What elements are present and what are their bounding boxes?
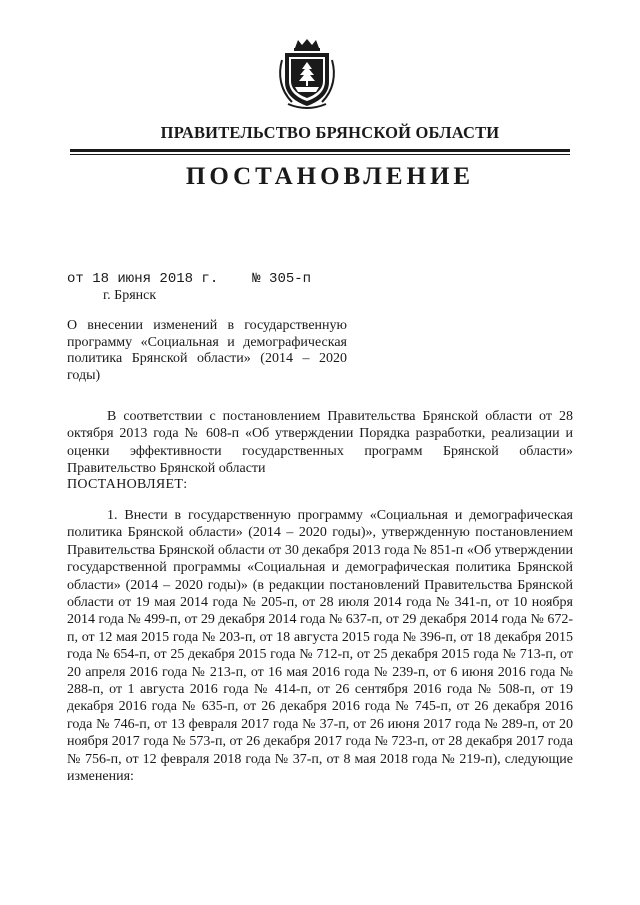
bryansk-coat-of-arms-icon [276,38,338,110]
header-rule-thick [70,149,570,152]
preamble-paragraph: В соответствии с постановлением Правительства Брянской области от 28 октября 2013 года № 608-п «Об утверждении Порядка разработки, реализации и оценки эффективности государственных программ Брянской области» Правительство Брянской области [67,409,573,477]
government-title: ПРАВИТЕЛЬСТВО БРЯНСКОЙ ОБЛАСТИ [160,123,500,142]
document-type-heading: ПОСТАНОВЛЕНИЕ [185,163,475,190]
document-number: № 305-п [252,271,312,287]
date-number-line [67,271,311,287]
document-date: от 18 июня 2018 г. [67,271,219,287]
header-rule-thin [70,154,570,155]
item-1-paragraph: 1. Внести в государственную программу «Социальная и демографическая политика Брянской области» (2014 – 2020 годы)», утвержденную постановлением Правительства Брянской области от 30 декабря 2013 года № 851-п «Об утверждении государственной программы «Социальная и демографическая политика Брянской области» (2014 – 2020 годы)» (в редакции постановлений Правительства Брянской области от 19 мая 2014 года № 205-п, от 28 июля 2014 года № 341-п, от 10 ноября 2014 года № 499-п, от 29 декабря 2014 года № 637-п, от 29 декабря 2014 года № 672-п, от 12 мая 2015 года № 203-п, от 18 августа 2015 года № 396-п, от 18 декабря 2015 года № 654-п, от 25 декабря 2015 года № 712-п, от 25 декабря 2015 года № 713-п, от 20 апреля 2016 года № 213-п, от 16 мая 2016 года № 239-п, от 6 июня 2016 года № 288-п, от 1 августа 2016 года № 414-п, от 26 сентября 2016 года № 508-п, от 19 декабря 2016 года № 635-п, от 26 декабря 2016 года № 745-п, от 26 декабря 2016 года № 746-п, от 13 февраля 2017 года № 37-п, от 26 июня 2017 года № 289-п, от 20 ноября 2017 года № 573-п, от 26 декабря 2017 года № 723-п, от 28 декабря 2017 года № 756-п, от 12 февраля 2018 года № 37-п, от 8 мая 2018 года № 219-п), следующие изменения: [67,508,573,785]
resolve-word: ПОСТАНОВЛЯЕТ: [67,477,188,492]
document-city: г. Брянск [103,288,157,303]
document-subject: О внесении изменений в государственную программу «Социальная и демографическая политика Брянской области» (2014 – 2020 годы) [67,318,347,383]
